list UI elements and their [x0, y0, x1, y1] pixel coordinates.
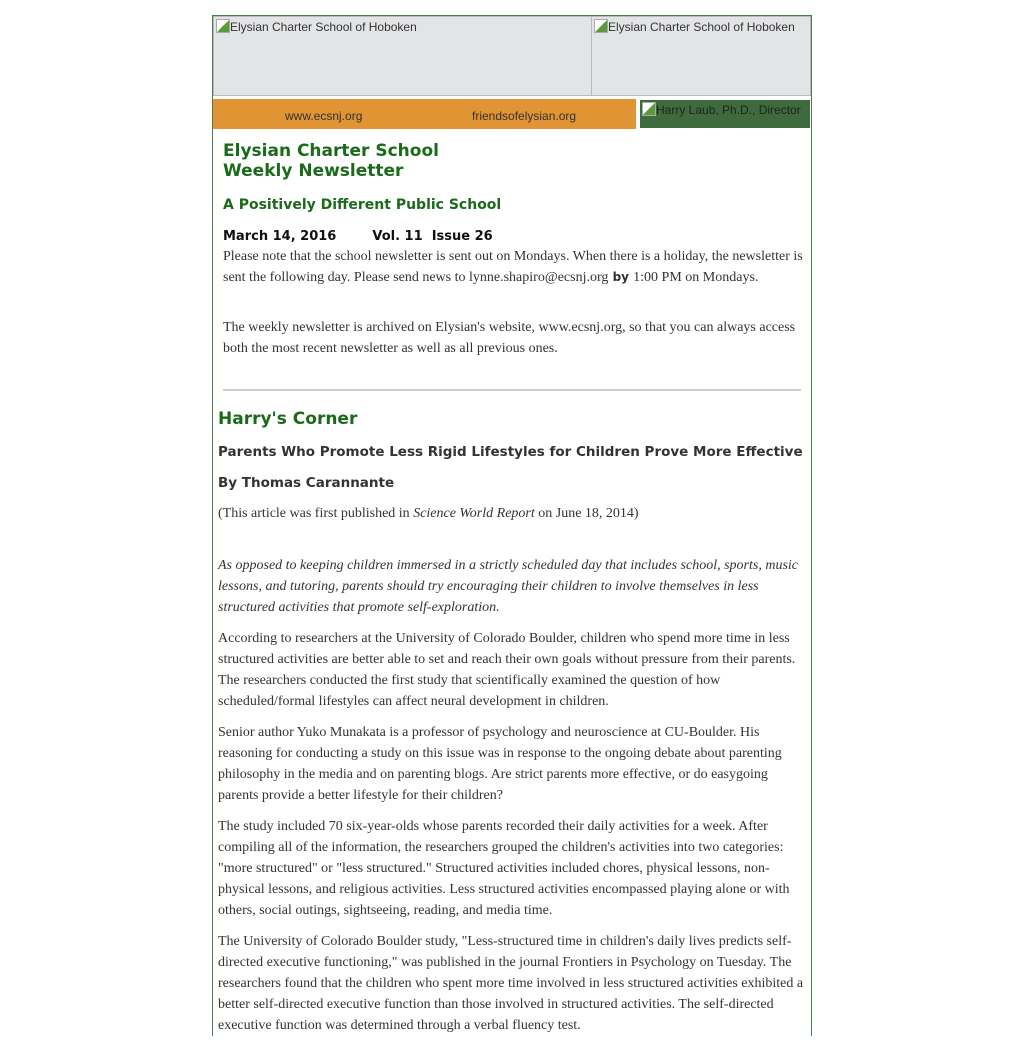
- broken-image-icon: [594, 19, 608, 33]
- article-title: Parents Who Promote Less Rigid Lifestyles for Children Prove More Effective: [218, 444, 803, 460]
- article-lede: As opposed to keeping children immersed in a strictly scheduled day that includes school, sports, music lessons, and tutoring, parents should try encouraging their children to involve themselves in less structured activities that promote self-exploration.: [218, 558, 799, 615]
- newsletter: [212, 15, 812, 1036]
- issue-number: Vol. 11 Issue 26: [372, 229, 493, 244]
- source-text: on June 18, 2014): [534, 506, 639, 521]
- friends-link[interactable]: friendsofelysian.org: [472, 109, 577, 123]
- banner-alt-text: Elysian Charter School of Hoboken: [608, 20, 795, 34]
- website-link[interactable]: www.ecsnj.org: [285, 109, 363, 123]
- broken-image-icon: [642, 102, 656, 116]
- broken-image-icon: [216, 19, 230, 33]
- nav-bar: [213, 99, 636, 129]
- article-paragraph: According to researchers at the University of Colorado Boulder, children who spend more time in less structured activities are better able to set and reach their own goals without pressure from their parents. The researchers conducted the first study that scientifically examined the question of how scheduled/formal lifestyles can affect neural development in children.: [218, 631, 796, 709]
- by-text: by: [608, 270, 634, 284]
- issue-line: [223, 229, 493, 244]
- intro-paragraph: [223, 246, 803, 288]
- article-source: [218, 503, 804, 524]
- source-publication: Science World Report: [413, 506, 535, 521]
- archive-paragraph: [223, 317, 803, 359]
- banner-image-right: [591, 16, 811, 96]
- section-title: Harry's Corner: [218, 409, 358, 429]
- divider: [223, 389, 801, 391]
- title-line-2: Weekly Newsletter: [223, 161, 404, 181]
- article-paragraph: Senior author Yuko Munakata is a professor of psychology and neuroscience at CU-Boulder. His reasoning for conducting a study on this issue was in response to the ongoing debate about parenting philosophy in the media and on parenting blogs. Are strict parents more effective, or do easygoing parents provide a better lifestyle for their children?: [218, 725, 782, 803]
- director-image: [640, 100, 810, 128]
- title-line-1: Elysian Charter School: [223, 141, 439, 161]
- tagline: A Positively Different Public School: [223, 197, 502, 213]
- issue-date: March 14, 2016: [223, 229, 337, 244]
- email-link[interactable]: lynne.shapiro@ecsnj.org: [469, 270, 609, 285]
- archive-text: , so that you can always access both the most recent newsletter as well as all previous ones.: [223, 320, 796, 356]
- article-body: [218, 628, 804, 1046]
- intro-text: Please note that the school newsletter is sent out on Mondays. When there is a holiday, the newsletter is sent the following day. Please send news to: [223, 249, 803, 285]
- intro-text: 1:00 PM on Mondays.: [633, 270, 759, 285]
- article-paragraph: The University of Colorado Boulder study, "Less-structured time in children's daily lives predicts self-directed executive functioning," was published in the journal Frontiers in Psychology on Tuesday. The researchers found that the children who spent more time involved in less structured activities exhibited a better self-directed executive function than those involved in structured activities. The self-directed executive function was determined through a verbal fluency test.: [218, 934, 804, 1033]
- banner-alt-text: Elysian Charter School of Hoboken: [230, 20, 417, 34]
- archive-link[interactable]: www.ecsnj.org: [535, 320, 623, 335]
- source-text: (This article was first published in: [218, 506, 414, 521]
- director-alt-text: Harry Laub, Ph.D., Director: [656, 103, 801, 117]
- archive-text: The weekly newsletter is archived on Elysian's website,: [223, 320, 535, 335]
- article-byline: By Thomas Carannante: [218, 475, 395, 491]
- article-paragraph: The study included 70 six-year-olds whose parents recorded their daily activities for a week. After compiling all of the information, the researchers grouped the children's activities into two categories: "more structured" or "less structured." Structured activities included chores, physical lessons, non-physical lessons, and religious activities. Less structured activities encompassed playing alone or with others, social outings, sightseeing, reading, and media time.: [218, 819, 790, 918]
- newsletter-title: [223, 141, 439, 181]
- banner-image-left: [213, 16, 592, 96]
